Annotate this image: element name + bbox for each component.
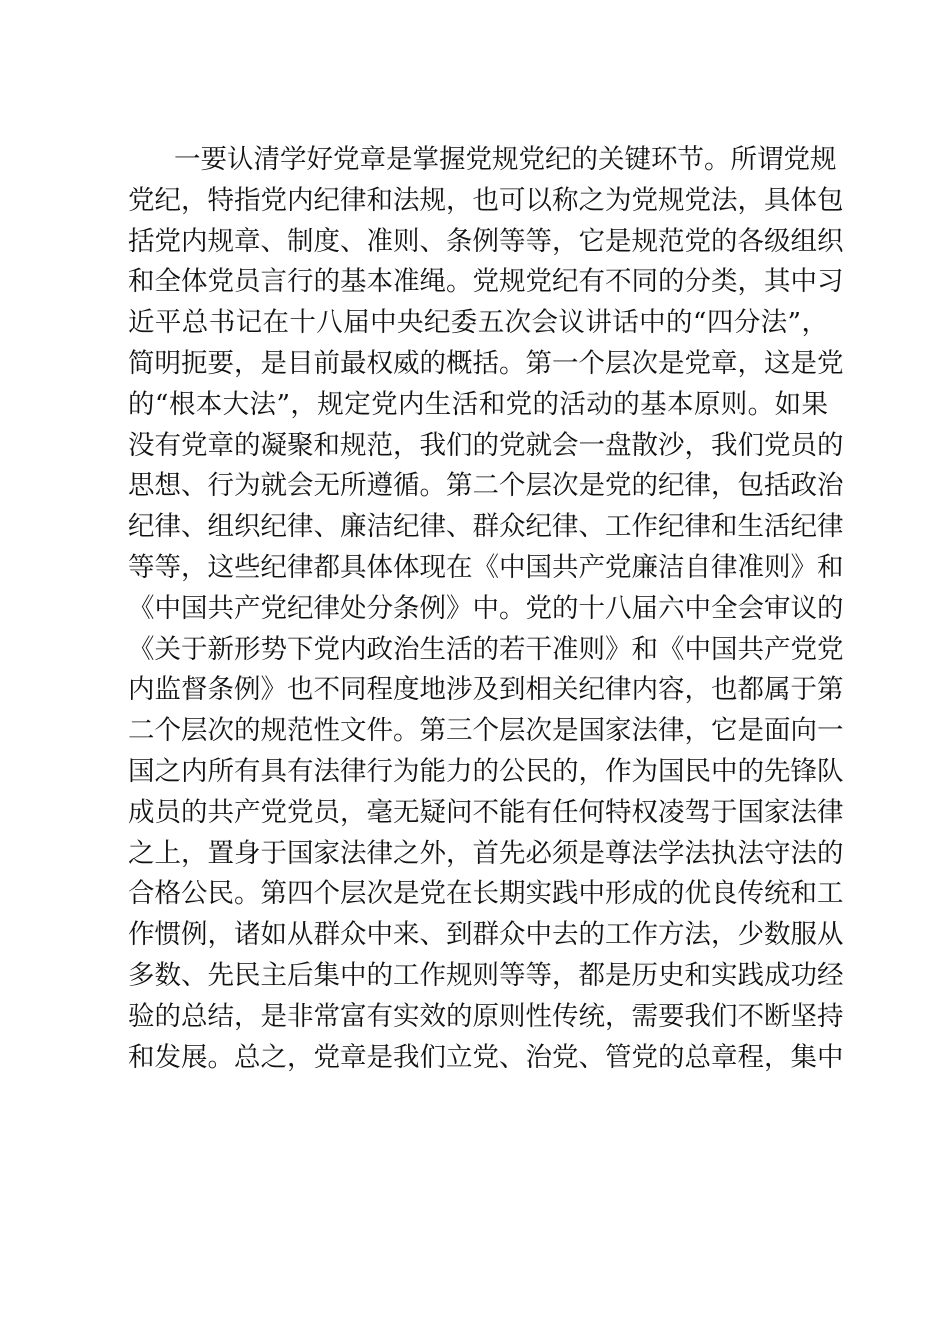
paragraph-line: 多数、先民主后集中的工作规则等等，都是历史和实践成功经 xyxy=(128,959,844,991)
paragraph-line: 一要认清学好党章是掌握党规党纪的关键环节。所谓党规 xyxy=(174,144,837,175)
paragraph-line: 二个层次的规范性文件。第三个层次是国家法律，它是面向一 xyxy=(128,715,844,747)
paragraph-line: 《中国共产党纪律处分条例》中。党的十八届六中全会审议的 xyxy=(128,592,844,624)
paragraph-line: 合格公民。第四个层次是党在长期实践中形成的优良传统和工 xyxy=(128,878,844,910)
paragraph-line: 和发展。总之，党章是我们立党、治党、管党的总章程，集中 xyxy=(128,1041,844,1073)
paragraph-line: 的“根本大法”，规定党内生活和党的活动的基本原则。如果 xyxy=(128,388,828,420)
paragraph-line: 之上，置身于国家法律之外，首先必须是尊法学法执法守法的 xyxy=(128,837,844,869)
paragraph xyxy=(128,140,844,1078)
paragraph-line: 没有党章的凝聚和规范，我们的党就会一盘散沙，我们党员的 xyxy=(128,429,844,461)
paragraph-line: 成员的共产党党员，毫无疑问不能有任何特权凌驾于国家法律 xyxy=(128,796,844,828)
paragraph-line: 等等，这些纪律都具体体现在《中国共产党廉洁自律准则》和 xyxy=(128,551,844,583)
paragraph-line: 内监督条例》也不同程度地涉及到相关纪律内容，也都属于第 xyxy=(128,674,844,706)
paragraph-line: 简明扼要，是目前最权威的概括。第一个层次是党章，这是党 xyxy=(128,347,844,379)
paragraph-line: 党纪，特指党内纪律和法规，也可以称之为党规党法，具体包 xyxy=(128,184,844,216)
paragraph-line: 作惯例，诸如从群众中来、到群众中去的工作方法，少数服从 xyxy=(128,919,844,951)
paragraph-line: 纪律、组织纪律、廉洁纪律、群众纪律、工作纪律和生活纪律 xyxy=(128,511,844,543)
paragraph-line: 括党内规章、制度、准则、条例等等，它是规范党的各级组织 xyxy=(128,225,844,257)
paragraph-line: 《关于新形势下党内政治生活的若干准则》和《中国共产党党 xyxy=(128,633,844,665)
paragraph-line: 验的总结，是非常富有实效的原则性传统，需要我们不断坚持 xyxy=(128,1000,844,1032)
paragraph-line: 思想、行为就会无所遵循。第二个层次是党的纪律，包括政治 xyxy=(128,470,844,502)
paragraph-line: 和全体党员言行的基本准绳。党规党纪有不同的分类，其中习 xyxy=(128,266,844,298)
paragraph-line: 近平总书记在十八届中央纪委五次会议讲话中的“四分法”， xyxy=(128,307,828,339)
paragraph-line: 国之内所有具有法律行为能力的公民的，作为国民中的先锋队 xyxy=(128,755,844,787)
